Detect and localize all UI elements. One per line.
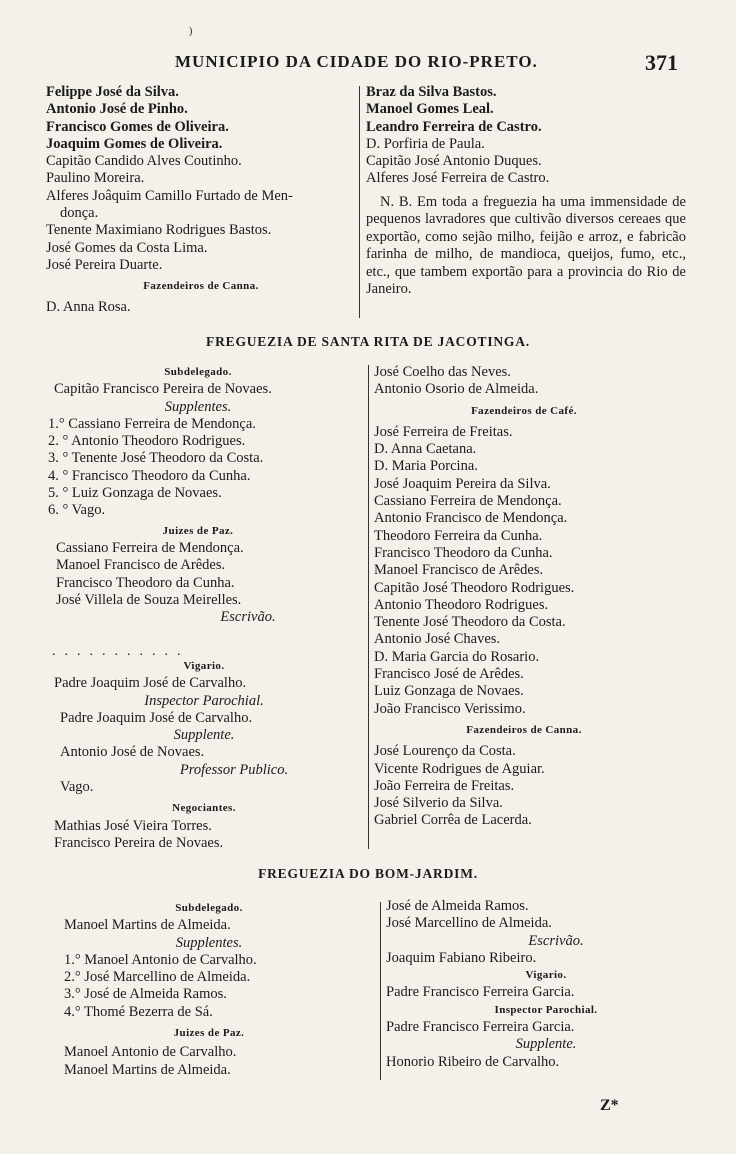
- column-rule: [359, 86, 360, 318]
- bom-jardim-right: José de Almeida Ramos. José Marcellino de Almeida. Escrivão. Joaquim Fabiano Ribeiro. Vigario. Padre Francisco Ferreira Garcia. Inspector Parochial. Padre Francisco Ferreira Garcia. Supplente. Honorio Ribeiro de Carvalho.: [386, 898, 598, 1070]
- bom-jardim-left: Subdelegado. Manoel Martins de Almeida. Supplentes. 1.° Manoel Antonio de Carvalho. 2.° José Marcellino de Almeida. 3.° José de Almeida Ramos. 4.° Thomé Bezerra de Sá. Juizes de Paz. Manoel Antonio de Carvalho. Manoel Martins de Almeida.: [64, 902, 257, 1078]
- nb-note: N. B. Em toda a freguezia ha uma immensidade de pequenos lavradores que cultivão diversos cereaes que exportão, como sejão milho, feijão e arroz, e fabricão farinha de milho, de mandioca, queijos, fumo, etc., etc., que tambem exportão para a provincia do Rio de Janeiro.: [366, 193, 686, 298]
- column-rule-3: [380, 902, 381, 1080]
- page-number: 371: [645, 50, 678, 75]
- signature-mark: Z*: [600, 1097, 619, 1114]
- santa-rita-left: Subdelegado. Capitão Francisco Pereira de Novaes. Supplentes. 1.° Cassiano Ferreira de Mendonça. 2. ° Antonio Theodoro Rodrigues. 3. ° Tenente José Theodoro da Costa. 4. ° Francisco Theodoro da Cunha. 5. ° Luiz Gonzaga de Novaes. 6. ° Vago. Juizes de Paz. Cassiano Ferreira de Mendonça. Manoel Francisco de Arêdes. Francisco Theodoro da Cunha. José Villela de Souza Meirelles. Escrivão.: [48, 366, 276, 626]
- top-mark: ): [189, 26, 193, 37]
- running-header: [0, 52, 736, 80]
- section-title-bom-jardim: FREGUEZIA DO BOM-JARDIM.: [258, 866, 478, 881]
- omission-dots: ...........: [52, 644, 190, 659]
- santa-rita-right: José Coelho das Neves. Antonio Osorio de Almeida. Fazendeiros de Café. José Ferreira de Freitas. D. Anna Caetana. D. Maria Porcina. José Joaquim Pereira da Silva. Cassiano Ferreira de Mendonça. Antonio Francisco de Mendonça. Theodoro Ferreira da Cunha. Francisco Theodoro da Cunha. Manoel Francisco de Arêdes. Capitão José Theodoro Rodrigues. Antonio Theodoro Rodrigues. Tenente José Theodoro da Costa. Antonio José Chaves. D. Maria Garcia do Rosario. Francisco José de Arêdes. Luiz Gonzaga de Novaes. João Francisco Verissimo. Fazendeiros de Canna. José Lourenço da Costa. Vicente Rodrigues de Aguiar. João Ferreira de Freitas. José Silverio da Silva. Gabriel Corrêa de Lacerda.: [374, 364, 582, 829]
- column-rule-2: [368, 365, 369, 849]
- header-title: MUNICIPIO DA CIDADE DO RIO-PRETO.: [175, 52, 538, 71]
- label-canna: Fazendeiros de Canna.: [143, 280, 259, 293]
- santa-rita-left-2: Vigario. Padre Joaquim José de Carvalho. Inspector Parochial. Padre Joaquim José de Carvalho. Supplente. Antonio José de Novaes. Professor Publico. Vago. Negociantes. Mathias José Vieira Torres. Francisco Pereira de Novaes.: [54, 660, 289, 851]
- top-left-list: Felippe José da Silva. Antonio José de Pinho. Francisco Gomes de Oliveira. Joaquim Gomes de Oliveira. Capitão Candido Alves Coutinho. Paulino Moreira. Alferes Joâquim Camillo Furtado de Men- donça. Tenente Maximiano Rodrigues Bastos. José Gomes da Costa Lima. José Pereira Duarte. Fazendeiros de Canna. D. Anna Rosa.: [46, 84, 356, 316]
- top-right-list: Braz da Silva Bastos. Manoel Gomes Leal. Leandro Ferreira de Castro. D. Porfiria de Paula. Capitão José Antonio Duques. Alferes José Ferreira de Castro. N. B. Em toda a freguezia ha uma immensidade de pequenos lavradores que cultivão diversos cereaes que exportão, como sejão milho, feijão e arroz, e fabricão farinha de milho, de mandioca, queijos, fumo, etc., etc., que tambem exportão para a provincia do Rio de Janeiro.: [366, 84, 686, 298]
- section-title-santa-rita: FREGUEZIA DE SANTA RITA DE JACOTINGA.: [206, 334, 530, 349]
